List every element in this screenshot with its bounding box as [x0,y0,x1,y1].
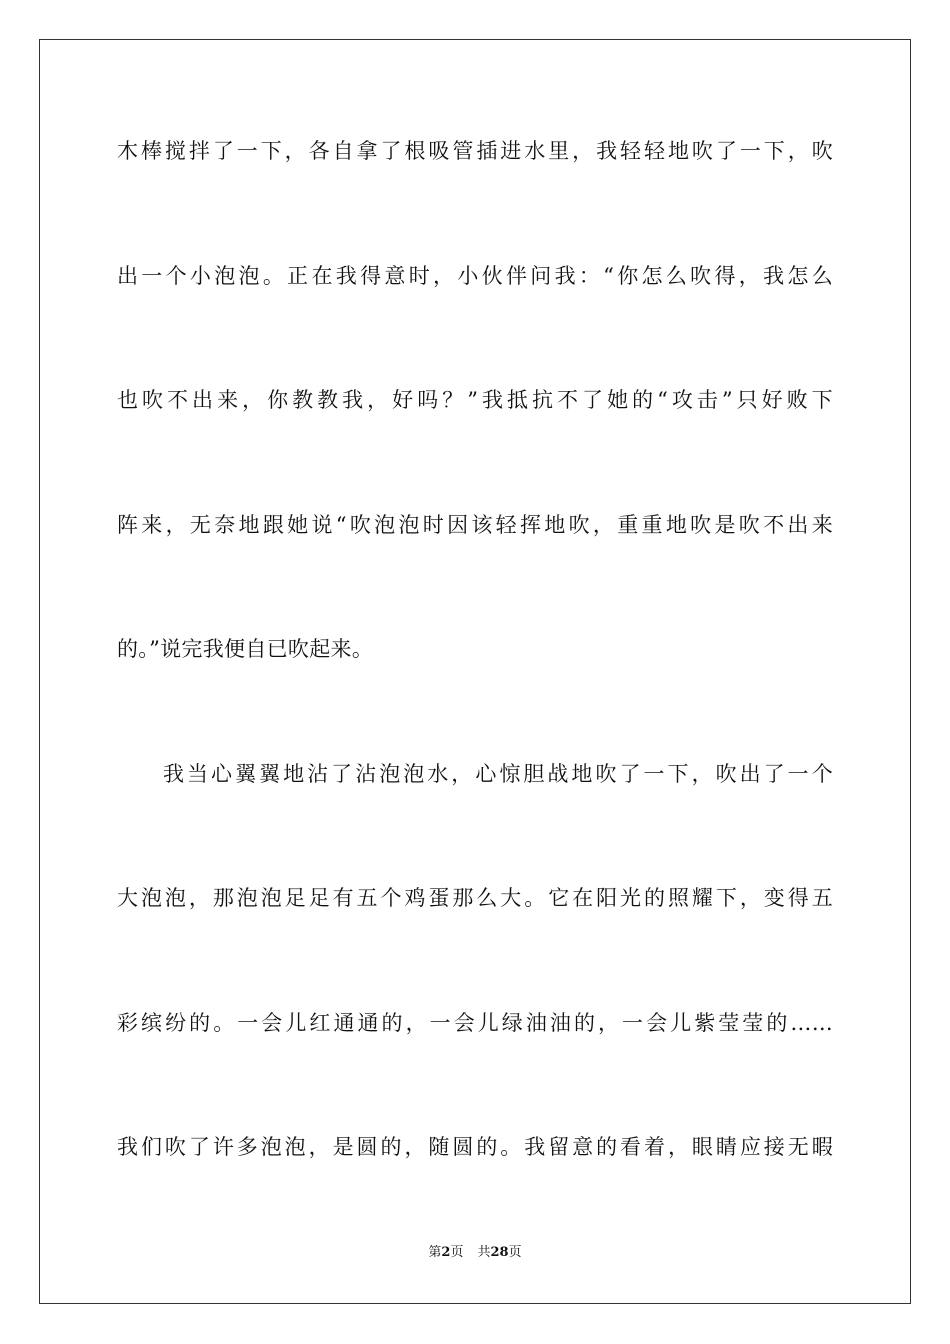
total-prefix: 共 [477,1245,491,1260]
page-suffix: 页 [450,1245,464,1260]
total-suffix: 页 [508,1245,522,1260]
text-line-1: 木棒搅拌了一下，各自拿了根吸管插进水里，我轻轻地吹了一下，吹 [117,139,833,163]
page-footer [0,1244,950,1262]
text-line-2: 出一个小泡泡。正在我得意时，小伙伴问我：“你怎么吹得，我怎么 [117,264,833,288]
total-pages: 28 [490,1245,509,1260]
page-border [39,39,911,1304]
text-line-9: 我们吹了许多泡泡，是圆的，随圆的。我留意的看着，眼睛应接无暇 [117,1135,833,1159]
page-number: 2 [441,1245,451,1260]
text-line-8: 彩缤纷的。一会儿红通通的，一会儿绿油油的，一会儿紫莹莹的…… [117,1011,833,1035]
text-line-4: 阵来，无奈地跟她说“吹泡泡时因该轻挥地吹，重重地吹是吹不出来 [117,513,833,537]
text-line-3: 也吹不出来，你教教我，好吗？”我抵抗不了她的“攻击”只好败下 [117,388,833,412]
page-prefix: 第 [428,1245,442,1260]
text-line-5: 的。”说完我便自已吹起来。 [117,637,374,661]
text-line-6: 我当心翼翼地沾了沾泡泡水，心惊胆战地吹了一下，吹出了一个 [163,762,833,786]
text-line-7: 大泡泡，那泡泡足足有五个鸡蛋那么大。它在阳光的照耀下，变得五 [117,886,833,910]
